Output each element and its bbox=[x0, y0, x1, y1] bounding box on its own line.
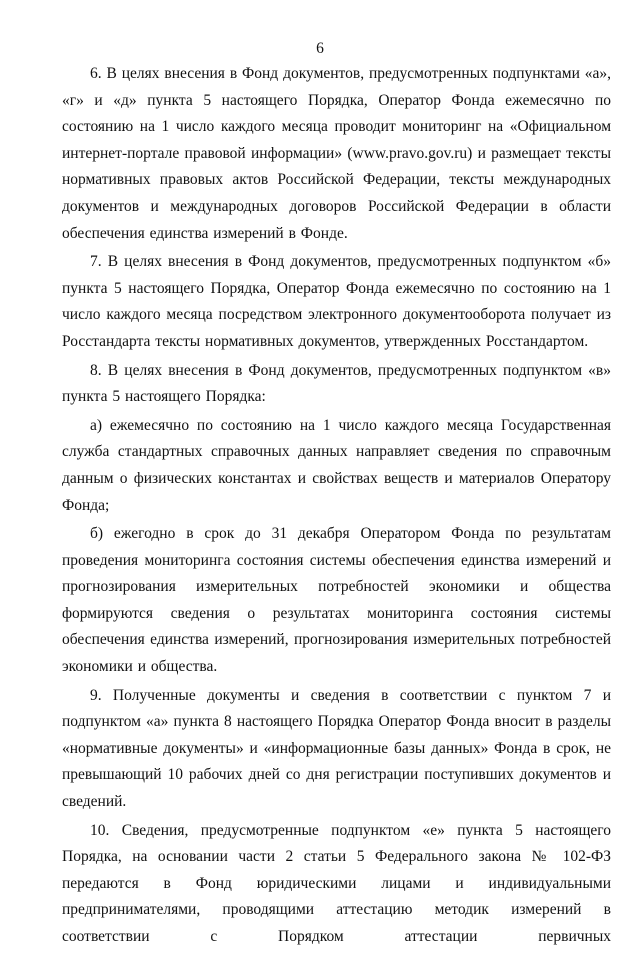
paragraph-7: 7. В целях внесения в Фонд документов, предусмотренных подпунктом «б» пункта 5 настоящего Порядка, Оператор Фонда ежемесячно по состоянию на 1 число каждого месяца посредством электронного документооборота получает из Росстандарта тексты нормативных документов, утвержденных Росстандартом. bbox=[62, 253, 611, 350]
paragraph-8a: а) ежемесячно по состоянию на 1 число каждого месяца Государственная служба стандартных справочных данных направляет сведения по справочным данным о физических константах и свойствах веществ и материалов Оператору Фонда; bbox=[62, 416, 611, 514]
paragraph-6: 6. В целях внесения в Фонд документов, предусмотренных подпунктами «а», «г» и «д» пункта 5 настоящего Порядка, Оператор Фонда ежемесячно по состоянию на 1 число каждого месяца проводит мониторинг на «Официальном интернет-портале правовой информации» (www.pravo.gov.ru) и размещает тексты нормативных правовых актов Российской Федерации, тексты международных документов и международных договоров Российской Федерации в области обеспечения единства измерений в Фонде. bbox=[62, 65, 611, 242]
paragraph-9: 9. Полученные документы и сведения в соответствии с пунктом 7 и подпунктом «а» пункта 8 настоящего Порядка Оператор Фонда вносит в разделы «нормативные документы» и «информационные базы данных» Фонда в срок, не превышающий 10 рабочих дней со дня регистрации поступивших документов и сведений. bbox=[62, 686, 611, 811]
page-number: 6 bbox=[316, 40, 324, 57]
paragraph-8b: б) ежегодно в срок до 31 декабря Оператором Фонда по результатам проведения мониторинга состояния системы обеспечения единства измерений и прогнозирования измерительных потребностей экономики и общества формируются сведения о результатах мониторинга состояния системы обеспечения единства измерений, прогнозирования измерительных потребностей экономики и общества. bbox=[62, 525, 611, 676]
paragraph-10: 10. Сведения, предусмотренные подпунктом «е» пункта 5 настоящего Порядка, на основании части 2 статьи 5 Федерального закона № 102-ФЗ передаются в Фонд юридическими лицами и индивидуальными предпринимателями, проводящими аттестацию методик измерений в соответствии с Порядком аттестации первичных bbox=[62, 821, 611, 945]
document-body bbox=[62, 61, 611, 953]
paragraph-8: 8. В целях внесения в Фонд документов, предусмотренных подпунктом «в» пункта 5 настоящего Порядка: bbox=[62, 361, 611, 406]
